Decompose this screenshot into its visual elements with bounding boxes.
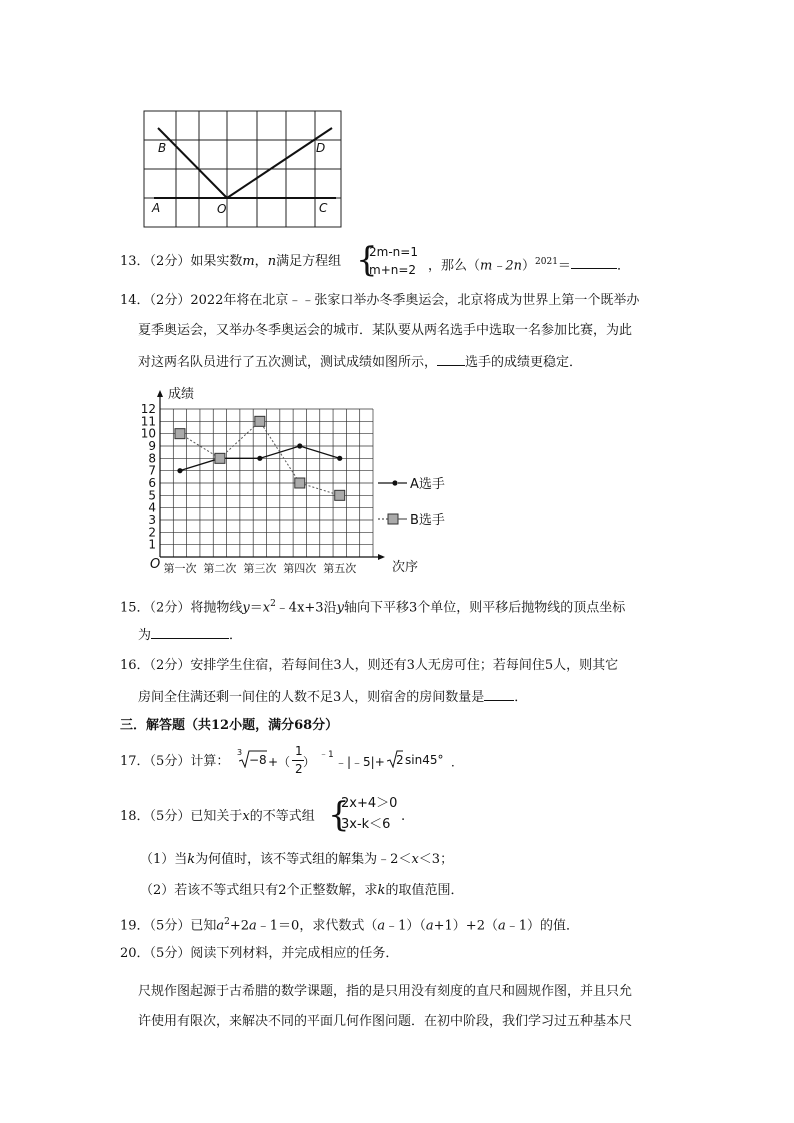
- q18-ineq1: 2x+4＞0: [341, 796, 398, 811]
- var-n: n: [267, 254, 277, 269]
- y-tick-label: 7: [148, 463, 156, 478]
- q20-para1: 尺规作图起源于古希腊的数学课题，指的是只用没有刻度的直尺和圆规作图，并且只允: [138, 984, 633, 999]
- legend-label: B选手: [410, 513, 445, 528]
- x-tick-label: 第一次: [163, 562, 197, 575]
- y-tick-label: 1: [148, 537, 156, 552]
- q15-rest: ﹣4x+3沿: [275, 600, 337, 616]
- y-tick-label: 5: [148, 488, 156, 503]
- q19-number: 19．: [120, 918, 150, 934]
- y-tick-label: 11: [140, 414, 156, 429]
- q16-line2a: 房间全住满还剩一间住的人数不足3人，则宿舍的房间数量是: [138, 690, 485, 705]
- q18-sub2-var-k: k: [377, 883, 386, 898]
- x-tick-label: 第二次: [203, 562, 237, 575]
- origin-label: O: [150, 557, 161, 572]
- question-15: [120, 594, 625, 618]
- y-axis-arrow: [157, 390, 163, 397]
- x-tick-label: 第四次: [283, 562, 317, 575]
- q17-number: 17．: [120, 754, 150, 769]
- q13-text1: 如果实数: [190, 254, 243, 269]
- q15-line2: [138, 624, 242, 646]
- var-m: m: [242, 254, 255, 269]
- q13-equation-system: [369, 243, 418, 279]
- q17-text: 计算：: [190, 754, 230, 769]
- data-point-a: [177, 468, 182, 473]
- q18-text: 已知关于: [190, 809, 243, 824]
- cube-root-radicand: −8: [249, 753, 267, 767]
- q15-score: （2分）: [149, 600, 191, 616]
- q13-equals: ＝: [557, 258, 571, 274]
- q16-line2b: ．: [514, 690, 528, 705]
- question-14: [120, 291, 639, 311]
- sqrt-radicand: 2: [396, 753, 404, 767]
- q17-formula: [237, 744, 467, 780]
- x-axis-label: 次序: [392, 560, 419, 575]
- q13-brace: {: [356, 240, 378, 280]
- q20-text: 阅读下列材料，并完成相应的任务．: [190, 946, 399, 961]
- q13-score: （2分）: [149, 254, 191, 269]
- y-tick-label: 3: [148, 513, 156, 527]
- q16-line1: 安排学生住宿，若每间住3人，则还有3人无房可住；若每间住5人，则其它: [190, 658, 619, 673]
- data-point-a: [257, 456, 262, 461]
- q13-tail: [428, 252, 630, 276]
- q18-sub1b: 为何值时，该不等式组的解集为﹣2＜: [195, 852, 412, 867]
- q15-square: 2: [270, 599, 276, 609]
- q18-brace: {: [328, 795, 350, 835]
- q14-number: 14．: [120, 293, 150, 308]
- q19-text1: 已知: [190, 918, 217, 934]
- y-tick-label: 9: [148, 439, 156, 453]
- cube-root-index: 3: [237, 748, 243, 757]
- legend-label: A选手: [410, 477, 445, 492]
- section-title: 三．解答题（共12小题，满分68分）: [120, 718, 339, 733]
- line-bo: [158, 128, 227, 198]
- q20-para2: 许使用有限次，来解决不同的平面几何作图问题．在初中阶段，我们学习过五种基本尺: [138, 1014, 633, 1029]
- q17-rest: ﹣|﹣5|+: [335, 755, 385, 769]
- q19-p2: +1）+2（: [433, 918, 498, 934]
- q19-var-a5: a: [497, 918, 506, 934]
- q19-p1: ﹣1）（: [385, 918, 426, 934]
- q20-number: 20．: [120, 946, 150, 961]
- y-tick-label: 6: [148, 476, 156, 490]
- data-point-a: [337, 456, 342, 461]
- q18-sub1-var-x: x: [411, 852, 419, 867]
- q13-text2: 满足方程组: [276, 254, 342, 269]
- label-c: C: [319, 201, 328, 215]
- q15-answer-blank[interactable]: [151, 624, 229, 639]
- q14-score: （2分）: [149, 293, 191, 308]
- q19-p3: ﹣1）的值．: [505, 918, 580, 934]
- q15-var-y: y: [242, 600, 250, 616]
- y-tick-label: 10: [140, 426, 156, 441]
- q13-eq1: 2m-n=1: [369, 245, 418, 259]
- q17-sin: sin45°: [405, 753, 444, 767]
- question-18: [120, 807, 315, 827]
- q18-sub2: [140, 881, 463, 901]
- q16-line2: [138, 686, 527, 708]
- q16-score: （2分）: [149, 658, 191, 673]
- q17-end: ．: [451, 755, 464, 769]
- q18-text2: 的不等式组: [249, 809, 315, 824]
- q18-var-x: x: [242, 809, 250, 824]
- x-axis-arrow: [378, 554, 385, 560]
- q15-text2: 轴向下平移3个单位，则平移后抛物线的顶点坐标: [343, 600, 626, 616]
- q17-plus-paren: +（: [268, 755, 291, 769]
- data-point-b: [215, 453, 225, 463]
- y-tick-label: 4: [148, 500, 156, 515]
- legend-marker-dot: [392, 480, 397, 485]
- q15-number: 15．: [120, 600, 150, 616]
- chart-legend: [378, 476, 445, 528]
- q19-square: 2: [224, 917, 230, 927]
- line-od: [227, 128, 332, 198]
- label-o: O: [217, 202, 227, 216]
- q13-exponent: 2021: [535, 257, 558, 267]
- chart-axes: [157, 390, 385, 560]
- y-tick-label: 2: [148, 525, 156, 540]
- data-point-b: [175, 429, 185, 439]
- fraction-numerator: 1: [295, 744, 303, 758]
- question-13: [120, 252, 341, 272]
- q18-sub1a: （1）当: [140, 852, 188, 867]
- q14-line3b: 选手的成绩更稳定．: [465, 355, 583, 370]
- data-point-a: [297, 443, 302, 448]
- q13-answer-blank[interactable]: [571, 254, 617, 269]
- label-a: A: [152, 201, 161, 215]
- q14-line1: 2022年将在北京﹣﹣张家口举办冬季奥运会，北京将成为世界上第一个既举办: [190, 293, 640, 308]
- q13-end: ．: [616, 258, 630, 274]
- data-point-b: [255, 416, 265, 426]
- q15-line2a: 为: [138, 628, 152, 643]
- question-20: [120, 944, 398, 964]
- q19-rest: +2: [229, 918, 250, 934]
- q15-var-x: x: [262, 600, 271, 616]
- q13-eq2: m+n=2: [369, 263, 417, 277]
- q18-sub2b: 的取值范围．: [385, 883, 464, 898]
- q15-var-y2: y: [336, 600, 344, 616]
- q14-line2: 夏季奥运会，又举办冬季奥运会的城市．某队要从两名选手中选取一名参加比赛，为此: [138, 323, 633, 338]
- label-b: B: [158, 141, 167, 155]
- q18-ineq2: 3x-k＜6: [341, 817, 391, 832]
- q18-sub2a: （2）若该不等式组只有2个正整数解，求: [140, 883, 378, 898]
- q19-var-a2: a: [249, 918, 257, 934]
- q13-text3: ，那么（: [428, 258, 481, 274]
- q18-sub1: [140, 850, 453, 870]
- q19-var-a4: a: [425, 918, 434, 934]
- q19-var-a3: a: [377, 918, 386, 934]
- q15-line2b: ．: [229, 628, 243, 643]
- q18-end: .: [401, 809, 406, 824]
- q16-number: 16．: [120, 658, 150, 673]
- x-tick-label: 第三次: [243, 562, 277, 575]
- q18-number: 18．: [120, 809, 150, 824]
- q19-text2: ﹣1＝0，求代数式（: [256, 918, 378, 934]
- y-tick-label: 12: [140, 402, 156, 416]
- y-axis-label: 成绩: [168, 387, 195, 402]
- x-tick-label: 第五次: [323, 562, 357, 575]
- geometry-figure: [140, 108, 346, 230]
- q15-equals: ＝: [249, 600, 263, 616]
- q13-number: 13．: [120, 254, 150, 269]
- question-17: [120, 752, 229, 772]
- q20-score: （5分）: [149, 946, 191, 961]
- y-tick-label: 8: [148, 451, 156, 466]
- q14-line3a: 对这两名队员进行了五次测试，测试成绩如图所示，: [138, 355, 438, 370]
- fraction-denominator: 2: [295, 762, 303, 776]
- q18-inequality-system: [341, 793, 397, 835]
- q19-var-a: a: [216, 918, 225, 934]
- q14-line3: [138, 351, 582, 373]
- q15-text1: 将抛物线: [190, 600, 243, 616]
- q13-expr: m﹣2n: [480, 258, 522, 274]
- data-point-b: [335, 490, 345, 500]
- q17-score: （5分）: [149, 754, 191, 769]
- y-tick-labels: [141, 402, 156, 552]
- q17-exponent: ﹣1: [319, 750, 334, 760]
- q18-sub1-var-k: k: [187, 852, 196, 867]
- q13-comma: ，: [254, 254, 268, 269]
- q14-answer-blank[interactable]: [437, 351, 465, 366]
- score-line-chart: [136, 382, 456, 580]
- x-tick-labels: [163, 561, 356, 575]
- q18-sub1c: ＜3；: [418, 852, 454, 867]
- legend-marker-square: [388, 514, 398, 524]
- label-d: D: [316, 141, 326, 155]
- q17-close-paren: ）: [303, 755, 316, 769]
- question-19: [120, 912, 579, 936]
- q19-score: （5分）: [149, 918, 191, 934]
- question-16: [120, 656, 618, 676]
- q18-score: （5分）: [149, 809, 191, 824]
- q16-answer-blank[interactable]: [484, 686, 514, 701]
- q13-close: ）: [522, 258, 536, 274]
- data-point-b: [295, 478, 305, 488]
